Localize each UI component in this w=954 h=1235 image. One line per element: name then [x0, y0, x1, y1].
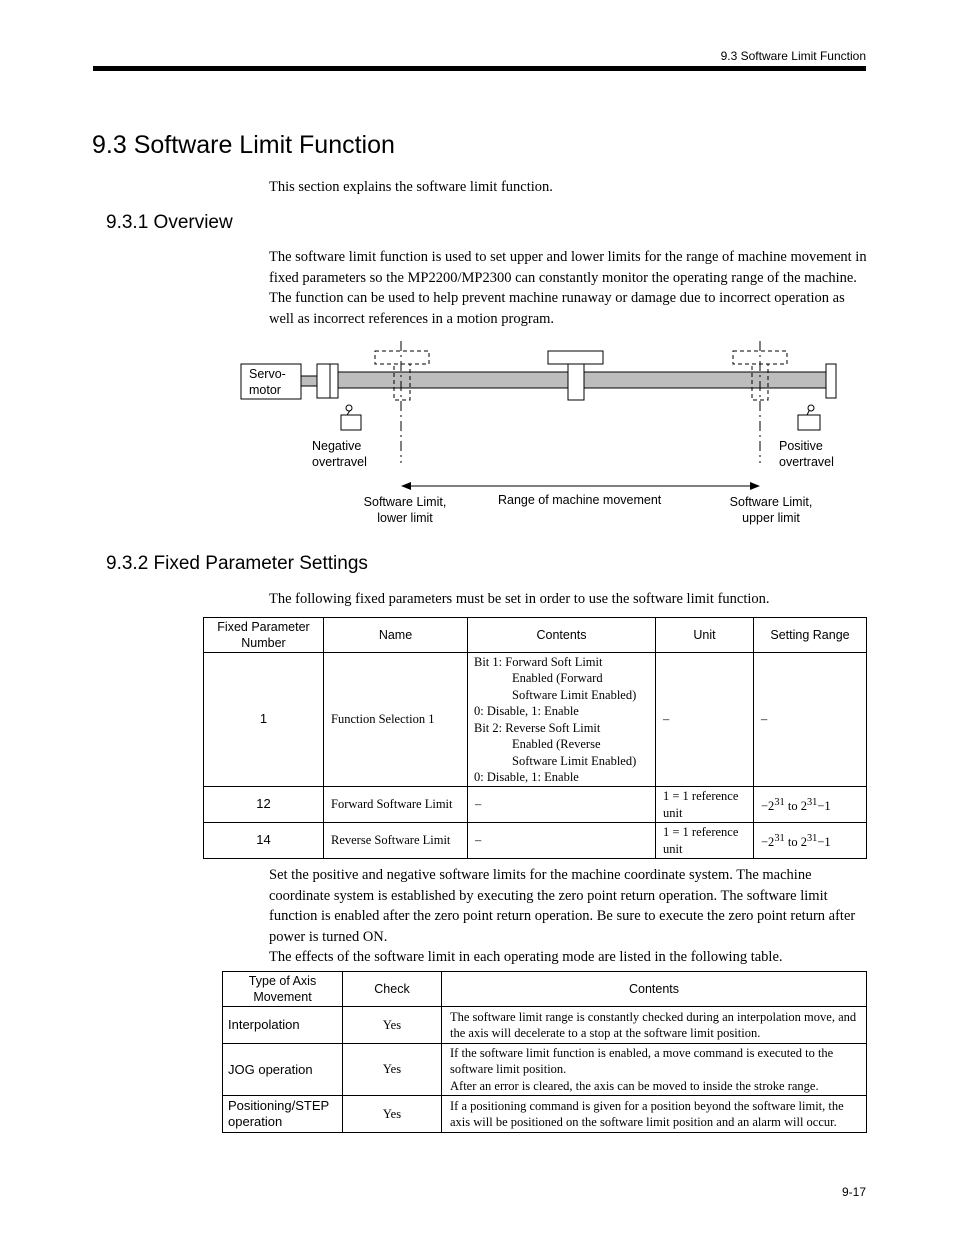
- table-header-row: [223, 972, 867, 1007]
- axis-movement-type: JOG operation: [223, 1044, 343, 1096]
- param-number: 12: [204, 787, 324, 823]
- param-unit: 1 = 1 reference unit: [656, 823, 754, 859]
- fixed-parameter-heading: 9.3.2 Fixed Parameter Settings: [106, 553, 368, 574]
- header-check: Check: [343, 972, 442, 1007]
- after-table-text: [269, 865, 869, 968]
- negative-overtravel-switch: [341, 405, 361, 430]
- fixed-parameter-table: [203, 617, 867, 859]
- table-row: [204, 823, 867, 859]
- positive-overtravel-switch: [798, 405, 820, 430]
- check-value: Yes: [343, 1096, 442, 1133]
- overview-heading: 9.3.1 Overview: [106, 212, 233, 233]
- table-row: [223, 1044, 867, 1096]
- param-range: $-2^{31}$ to $2^{31}-1$: [754, 787, 867, 823]
- param-name: Reverse Software Limit: [324, 823, 468, 859]
- carriage-body: [568, 364, 584, 400]
- servomotor-label: Servo- motor: [249, 367, 286, 397]
- effects-intro: The effects of the software limit in each operating mode are listed in the following table.: [269, 949, 783, 965]
- table-row: [223, 1096, 867, 1133]
- table-row: [204, 787, 867, 823]
- coordinate-paragraph: Set the positive and negative software limits for the machine coordinate system. The machine coordinate system is established by executing the zero point return operation. The software limit function is enabled after the zero point return operation. Be sure to execute the zero point return after power is turned ON.: [269, 867, 856, 945]
- fixed-parameter-intro: The following fixed parameters must be set in order to use the software limit function.: [269, 591, 770, 607]
- effect-contents: If a positioning command is given for a position beyond the software limit, the axis will be positioned on the software limit position and an alarm will occur.: [442, 1096, 867, 1133]
- param-unit: 1 = 1 reference unit: [656, 787, 754, 823]
- positive-overtravel-label: Positive overtravel: [779, 439, 834, 469]
- header-name: Name: [324, 618, 468, 653]
- end-bearing: [826, 364, 836, 398]
- overview-paragraph: The software limit function is used to set upper and lower limits for the range of machine movement in fixed parameters so the MP2200/MP2300 can constantly monitor the operating range of the machine. The function can be used to help prevent machine runaway or damage due to incorrect operation as well as incorrect references in a motion program.: [269, 249, 867, 327]
- effect-contents: The software limit range is constantly checked during an interpolation move, and the axis will decelerate to a stop at the software limit position.: [442, 1007, 867, 1044]
- header-rule: [93, 66, 866, 71]
- section-intro: This section explains the software limit function.: [269, 179, 553, 195]
- operating-mode-effects-table: [222, 971, 867, 1133]
- running-header: 9.3 Software Limit Function: [720, 49, 866, 63]
- param-contents: –: [468, 823, 656, 859]
- section-title: 9.3 Software Limit Function: [92, 131, 395, 159]
- check-value: Yes: [343, 1044, 442, 1096]
- range-label: Range of machine movement: [498, 493, 662, 507]
- param-range: –: [754, 653, 867, 787]
- param-number: 14: [204, 823, 324, 859]
- header-setting-range: Setting Range: [754, 618, 867, 653]
- param-name: Function Selection 1: [324, 653, 468, 787]
- param-unit: –: [656, 653, 754, 787]
- upper-limit-label: Software Limit, upper limit: [729, 495, 813, 525]
- header-contents: Contents: [468, 618, 656, 653]
- effect-contents: If the software limit function is enabled, a move command is executed to the software limit position. After an error is cleared, the axis can be moved to inside the stroke range.: [442, 1044, 867, 1096]
- axis-movement-type: Interpolation: [223, 1007, 343, 1044]
- page-number: 9-17: [841, 1185, 866, 1199]
- carriage-top: [548, 351, 603, 364]
- table-row: [223, 1007, 867, 1044]
- lower-limit-label: Software Limit, lower limit: [363, 495, 447, 525]
- header-fixed-parameter-number: Fixed Parameter Number: [204, 618, 324, 653]
- header-type-of-axis-movement: Type of Axis Movement: [223, 972, 343, 1007]
- coupling-left-flange: [317, 364, 330, 398]
- negative-overtravel-label: Negative overtravel: [312, 439, 367, 469]
- param-contents: Bit 1: Forward Soft Limit Enabled (Forward Software Limit Enabled) 0: Disable, 1: Enable Bit 2: Reverse Soft Limit Enabled (Reverse Software Limit Enabled) 0: Disable, 1: Enable: [468, 653, 656, 787]
- param-contents: –: [468, 787, 656, 823]
- param-name: Forward Software Limit: [324, 787, 468, 823]
- coupling: [301, 376, 317, 386]
- software-limit-diagram: [230, 338, 870, 538]
- axis-movement-type: Positioning/STEP operation: [223, 1096, 343, 1133]
- param-number: 1: [204, 653, 324, 787]
- range-arrow-left-head: [401, 482, 411, 490]
- table-header-row: [204, 618, 867, 653]
- param-range: $-2^{31}$ to $2^{31}-1$: [754, 823, 867, 859]
- header-unit: Unit: [656, 618, 754, 653]
- coupling-right-flange: [330, 364, 338, 398]
- header-contents: Contents: [442, 972, 867, 1007]
- range-arrow-right-head: [750, 482, 760, 490]
- check-value: Yes: [343, 1007, 442, 1044]
- table-row: [204, 653, 867, 787]
